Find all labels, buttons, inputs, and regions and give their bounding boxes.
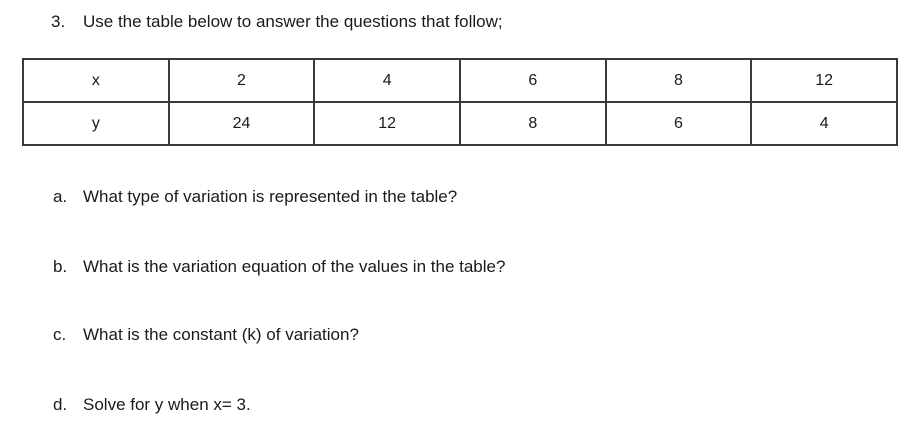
subquestion-c	[53, 325, 359, 345]
question-header	[51, 12, 503, 32]
table-row-y	[23, 102, 897, 145]
table-cell: 12	[751, 59, 897, 102]
subquestion-text: What is the constant (k) of variation?	[83, 325, 359, 344]
subquestion-text: Solve for y when x= 3.	[83, 395, 251, 414]
subquestion-text: What is the variation equation of the values in the table?	[83, 257, 506, 276]
subquestion-text: What type of variation is represented in the table?	[83, 187, 458, 206]
subquestion-letter: d.	[53, 395, 68, 414]
subquestion-b	[53, 257, 505, 277]
values-table	[22, 58, 898, 146]
table-cell: 4	[751, 102, 897, 145]
row-label-y: y	[23, 102, 169, 145]
table-cell: 8	[606, 59, 752, 102]
table-cell: 6	[606, 102, 752, 145]
subquestion-letter: a.	[53, 187, 68, 206]
question-text: Use the table below to answer the questions that follow;	[83, 12, 503, 31]
subquestion-d	[53, 395, 251, 415]
row-label-x: x	[23, 59, 169, 102]
question-number: 3.	[51, 12, 66, 31]
subquestion-letter: b.	[53, 257, 68, 276]
table-cell: 12	[314, 102, 460, 145]
table-cell: 24	[169, 102, 315, 145]
subquestion-letter: c.	[53, 325, 67, 344]
subquestion-a	[53, 187, 457, 207]
table-cell: 2	[169, 59, 315, 102]
table-cell: 6	[460, 59, 606, 102]
table-row-x	[23, 59, 897, 102]
table-cell: 4	[314, 59, 460, 102]
table-cell: 8	[460, 102, 606, 145]
